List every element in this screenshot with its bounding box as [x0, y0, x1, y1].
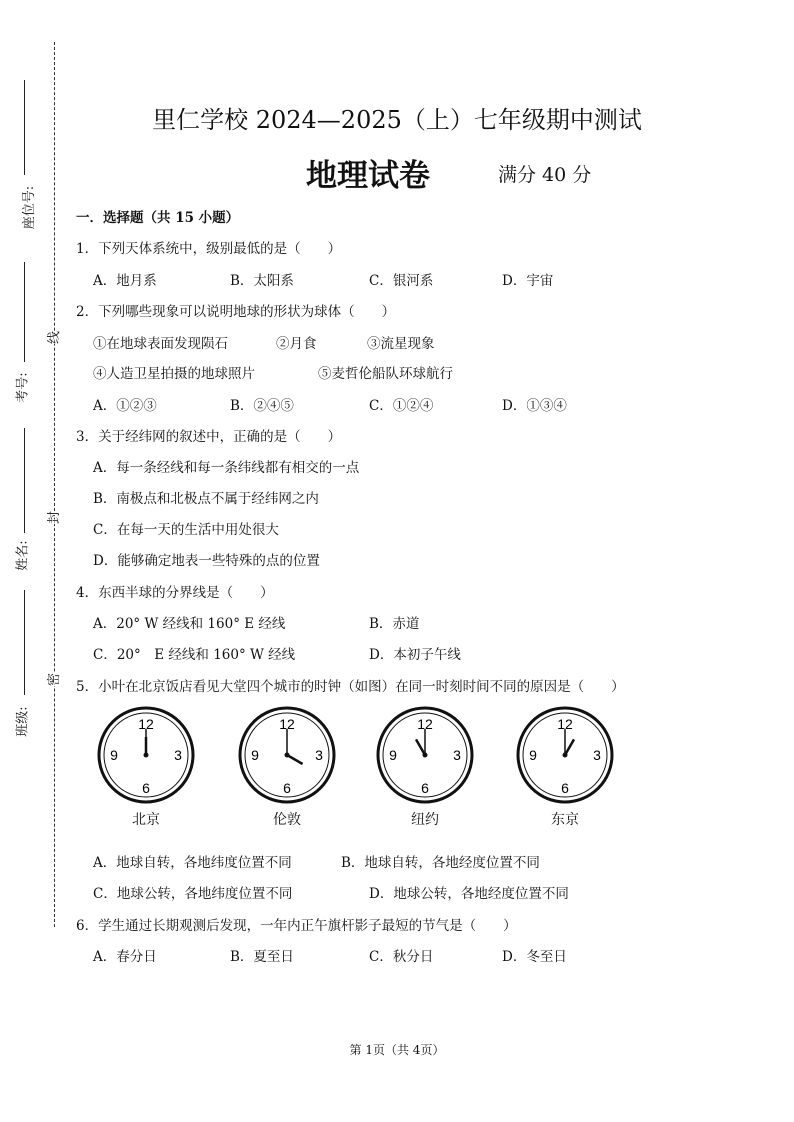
clock-city-label: 伦敦	[273, 812, 301, 828]
clock-face	[515, 705, 615, 805]
question-4-stem: 4．东西半球的分界线是（ ）	[76, 585, 274, 601]
q2-item-1: ①在地球表面发现陨石	[93, 336, 228, 352]
clock-number-12: 12	[417, 716, 433, 732]
q6-option-a[interactable]: A．春分日	[93, 949, 157, 965]
full-score: 满分 40 分	[498, 164, 592, 186]
seat-label: 座位号:	[22, 185, 38, 230]
clock-number-6: 6	[142, 780, 150, 796]
exam-title: 里仁学校 2024—2025（上）七年级期中测试	[152, 106, 642, 134]
exam-no-blank[interactable]	[24, 262, 25, 362]
q6-option-c[interactable]: C．秋分日	[369, 949, 434, 965]
clock-face	[237, 705, 337, 805]
clock-number-6: 6	[421, 780, 429, 796]
clock-number-6: 6	[283, 780, 291, 796]
hour-hand	[416, 739, 425, 755]
clock-center	[285, 753, 290, 758]
q3-option-b[interactable]: B．南极点和北极点不属于经纬网之内	[93, 491, 319, 507]
question-2-stem: 2．下列哪些现象可以说明地球的形状为球体（ ）	[76, 304, 396, 320]
hour-hand	[565, 739, 574, 755]
clock-tokyo	[515, 705, 615, 829]
q2-option-c[interactable]: C．①②④	[369, 398, 434, 414]
clock-newyork	[375, 705, 475, 829]
clock-beijing	[96, 705, 196, 829]
clock-center	[423, 753, 428, 758]
clock-face	[96, 705, 196, 805]
q3-option-c[interactable]: C．在每一天的生活中用处很大	[93, 522, 279, 538]
clock-number-12: 12	[557, 716, 573, 732]
question-5-stem: 5．小叶在北京饭店看见大堂四个城市的时钟（如图）在同一时刻时间不同的原因是（ ）	[76, 679, 625, 695]
seal-dashed-line	[54, 42, 55, 927]
q3-option-a[interactable]: A．每一条经线和每一条纬线都有相交的一点	[93, 460, 360, 476]
clock-number-9: 9	[251, 747, 259, 763]
q1-option-b[interactable]: B．太阳系	[230, 273, 294, 289]
clock-number-9: 9	[529, 747, 537, 763]
hour-hand	[287, 755, 303, 764]
question-6-stem: 6．学生通过长期观测后发现，一年内正午旗杆影子最短的节气是（ ）	[76, 918, 517, 934]
clock-number-3: 3	[315, 747, 323, 763]
clock-number-3: 3	[174, 747, 182, 763]
clock-number-9: 9	[389, 747, 397, 763]
subject-title: 地理试卷	[306, 158, 430, 194]
q2-option-a[interactable]: A．①②③	[93, 398, 157, 414]
clock-center	[563, 753, 568, 758]
q6-option-d[interactable]: D．冬至日	[502, 949, 567, 965]
clock-city-label: 北京	[132, 812, 160, 828]
clock-number-12: 12	[279, 716, 295, 732]
q2-item-3: ③流星现象	[367, 336, 435, 352]
q2-option-b[interactable]: B．②④⑤	[230, 398, 294, 414]
q2-item-2: ②月食	[276, 336, 317, 352]
exam-no-label: 考号:	[15, 372, 31, 403]
page-footer: 第 1页（共 4页）	[349, 1043, 445, 1057]
q2-item-5: ⑤麦哲伦船队环球航行	[318, 366, 453, 382]
clock-number-9: 9	[110, 747, 118, 763]
section-title: 一．选择题（共 15 小题）	[76, 210, 240, 226]
seal-char-dense: 密	[41, 673, 64, 686]
clock-number-12: 12	[138, 716, 154, 732]
seal-char-seal: 封	[41, 511, 64, 524]
q5-option-d[interactable]: D．地球公转，各地经度位置不同	[369, 886, 569, 902]
q4-option-b[interactable]: B．赤道	[369, 616, 420, 632]
q4-option-a[interactable]: A．20° W 经线和 160° E 经线	[93, 616, 286, 632]
clock-number-3: 3	[593, 747, 601, 763]
q1-option-c[interactable]: C．银河系	[369, 273, 434, 289]
clock-center	[144, 753, 149, 758]
class-label: 班级:	[15, 706, 31, 737]
q6-option-b[interactable]: B．夏至日	[230, 949, 294, 965]
question-3-stem: 3．关于经纬网的叙述中，正确的是（ ）	[76, 429, 342, 445]
clock-city-label: 东京	[551, 812, 579, 828]
q4-option-d[interactable]: D．本初子午线	[369, 647, 461, 663]
q4-option-c[interactable]: C．20° E 经线和 160° W 经线	[93, 647, 296, 663]
seal-char-line: 线	[41, 331, 64, 344]
q2-item-4: ④人造卫星拍摄的地球照片	[93, 366, 255, 382]
clock-city-label: 纽约	[411, 812, 439, 828]
q3-option-d[interactable]: D．能够确定地表一些特殊的点的位置	[93, 553, 320, 569]
q1-option-d[interactable]: D．宇宙	[502, 273, 554, 289]
q5-option-a[interactable]: A．地球自转，各地纬度位置不同	[93, 855, 292, 871]
clock-face	[375, 705, 475, 805]
class-blank[interactable]	[24, 590, 25, 695]
clock-number-3: 3	[453, 747, 461, 763]
question-1-stem: 1．下列天体系统中，级别最低的是（ ）	[76, 241, 342, 257]
q5-option-c[interactable]: C．地球公转，各地纬度位置不同	[93, 886, 293, 902]
clock-number-6: 6	[561, 780, 569, 796]
q2-option-d[interactable]: D．①③④	[502, 398, 567, 414]
name-label: 姓名:	[15, 540, 31, 571]
q5-option-b[interactable]: B．地球自转，各地经度位置不同	[341, 855, 540, 871]
q1-option-a[interactable]: A．地月系	[93, 273, 157, 289]
name-blank[interactable]	[24, 428, 25, 533]
clock-london	[237, 705, 337, 829]
